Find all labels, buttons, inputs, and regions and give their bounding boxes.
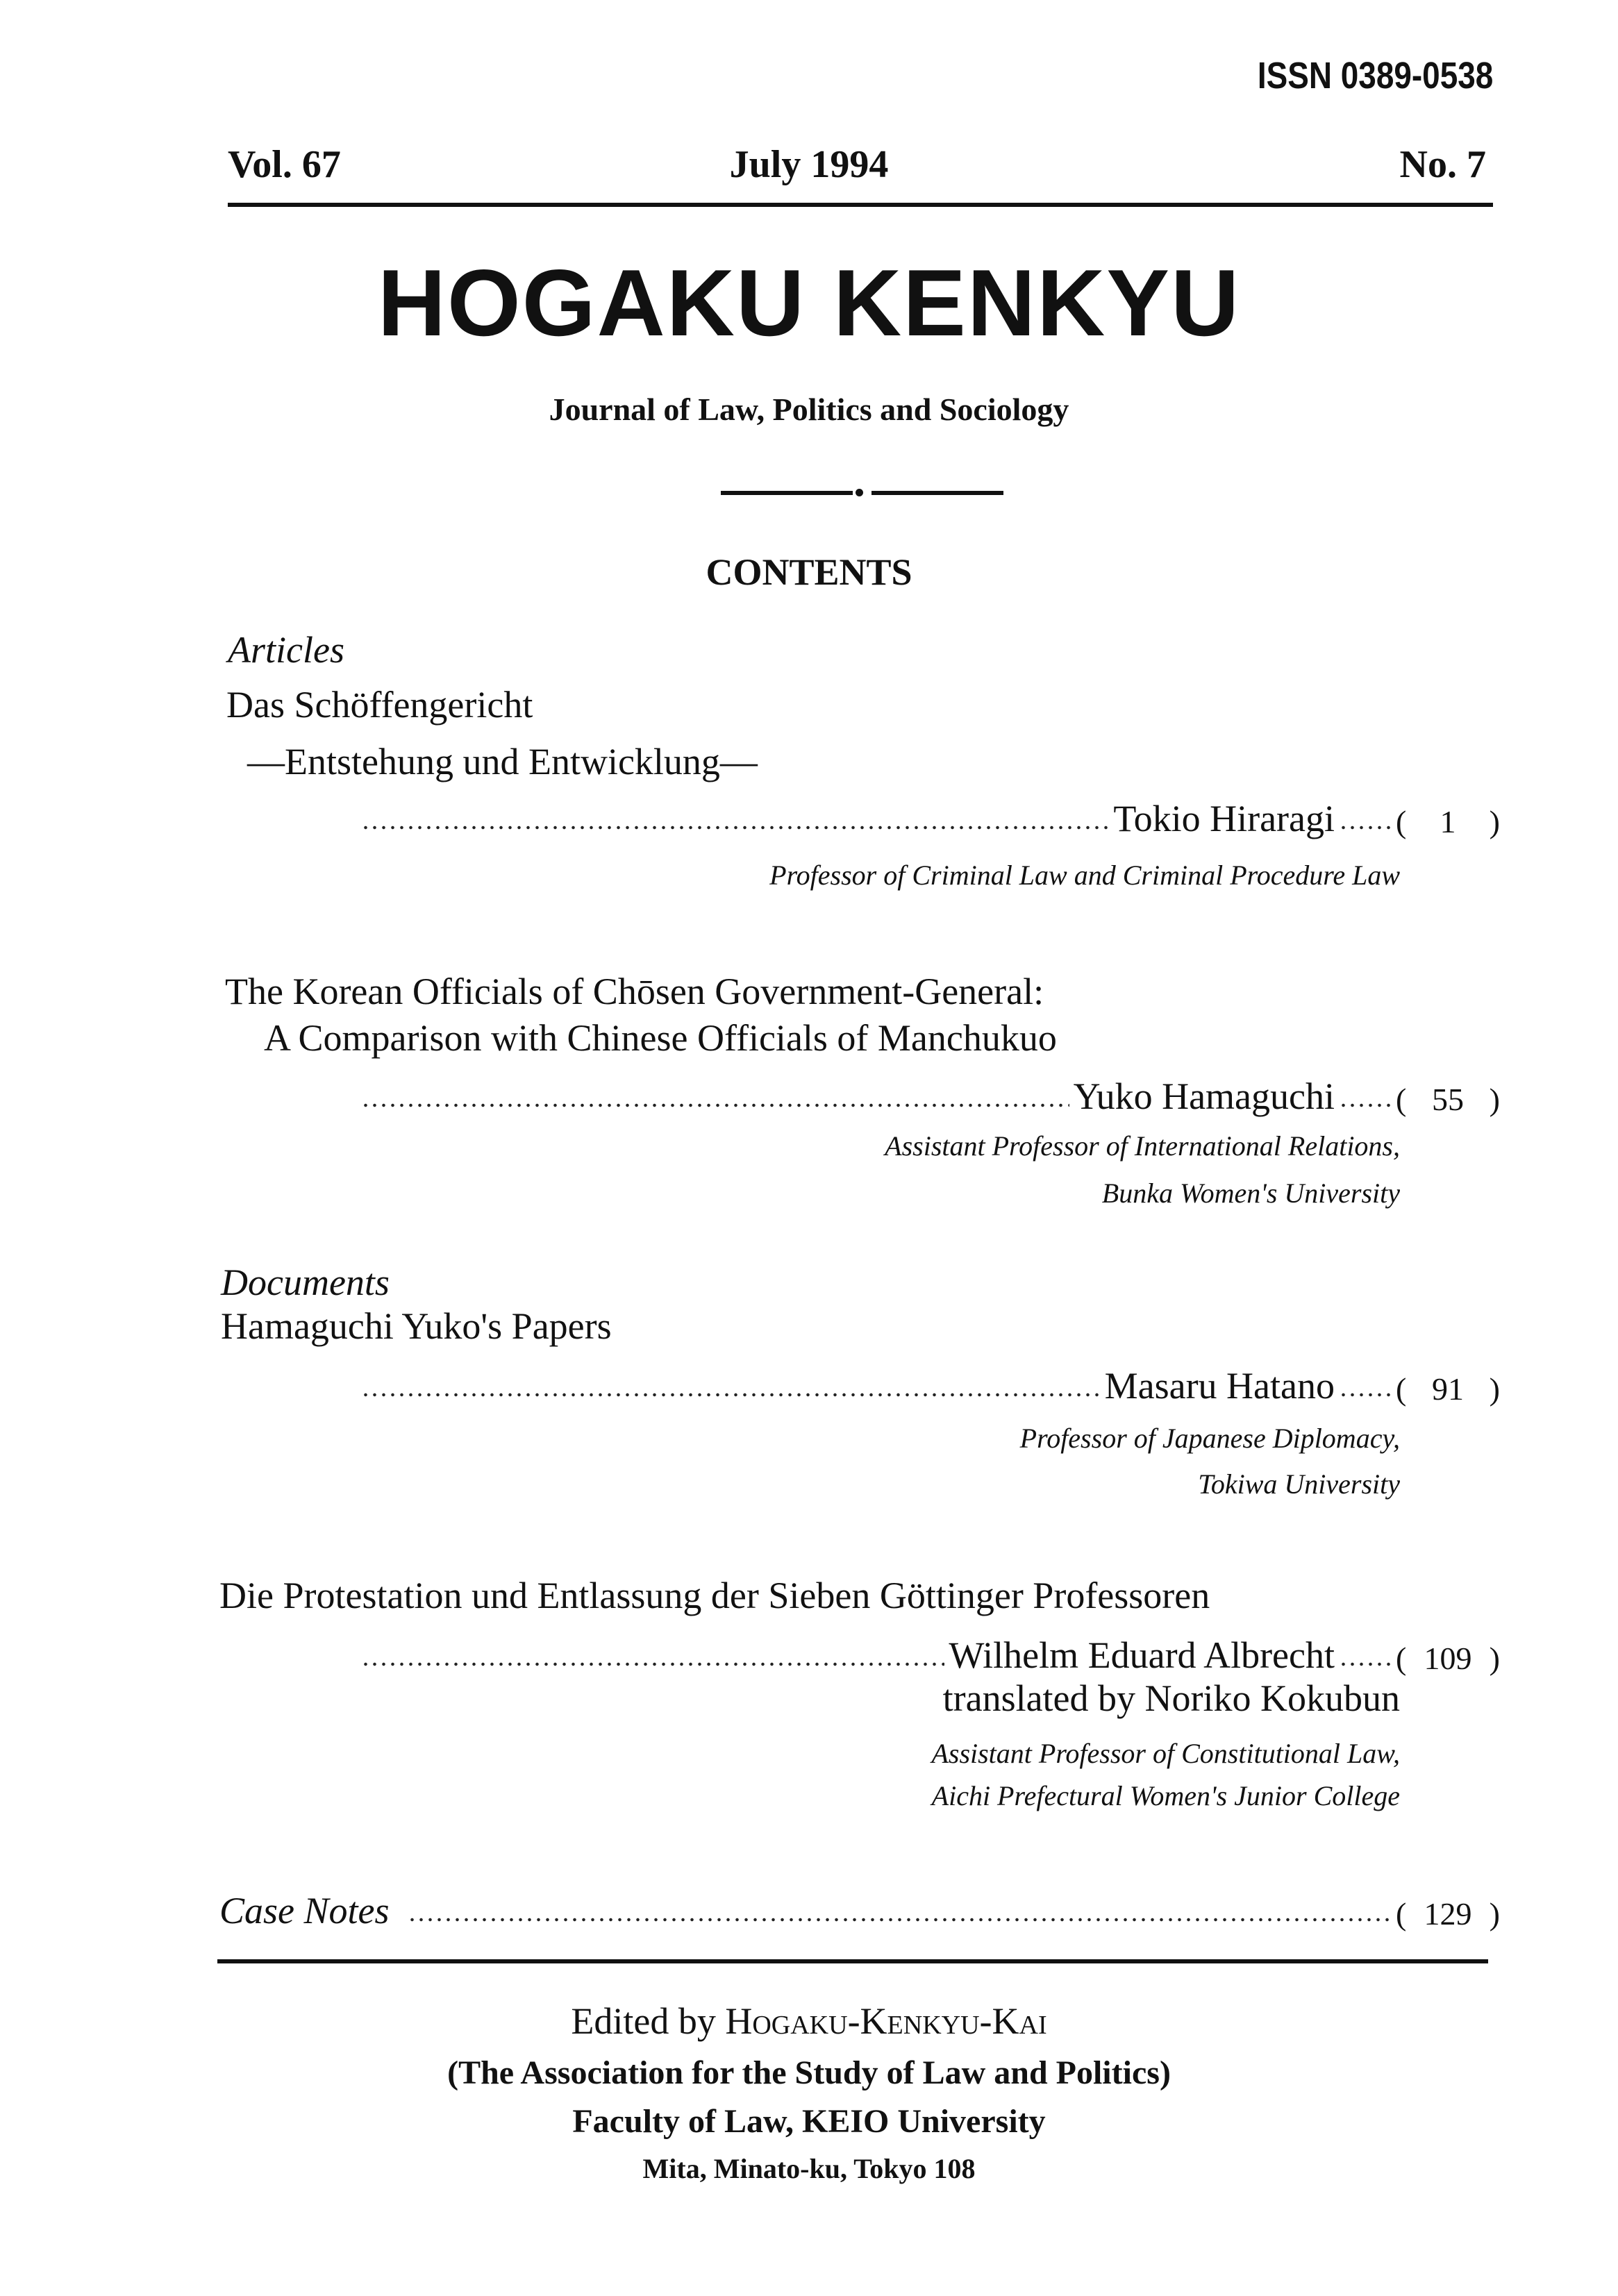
author-affiliation: Bunka Women's University xyxy=(1101,1178,1400,1209)
leader-dots xyxy=(1339,825,1393,830)
leader-dots xyxy=(1339,1661,1393,1667)
leader-dots xyxy=(361,1103,1069,1108)
ornament-right-rule xyxy=(871,491,1003,495)
entry-subtitle: A Comparison with Chinese Officials of Manchukuo xyxy=(264,1017,1057,1059)
page-number: ( 1 ) xyxy=(1396,804,1500,839)
ornament-dot xyxy=(856,489,863,496)
author-affiliation: Tokiwa University xyxy=(1198,1468,1400,1500)
editor-line: Edited by Hogaku-Kenkyu-Kai xyxy=(571,2000,1047,2042)
toc-entry-2[interactable] xyxy=(361,1069,1500,1118)
leader-dots xyxy=(361,1392,1101,1398)
footer-rule xyxy=(217,1959,1488,1963)
author-affiliation: Professor of Criminal Law and Criminal Procedure Law xyxy=(769,860,1400,891)
page-number: ( 109 ) xyxy=(1396,1641,1500,1676)
toc-entry-4[interactable] xyxy=(361,1628,1500,1677)
translator: translated by Noriko Kokubun xyxy=(942,1677,1400,1719)
faculty-name: Faculty of Law, KEIO University xyxy=(572,2103,1046,2140)
leader-dots xyxy=(1339,1103,1393,1108)
leader-dots xyxy=(408,1917,1392,1922)
page-number: ( 55 ) xyxy=(1396,1082,1500,1117)
toc-entry-3[interactable] xyxy=(361,1359,1500,1407)
journal-title: HOGAKU KENKYU xyxy=(377,250,1241,355)
entry-author: Yuko Hamaguchi xyxy=(1073,1075,1335,1117)
case-notes-label: Case Notes xyxy=(219,1890,390,1932)
page-number: ( 129 ) xyxy=(1396,1896,1500,1932)
entry-title: Das Schöffengericht xyxy=(226,684,533,726)
toc-entry-1[interactable] xyxy=(361,791,1500,840)
author-affiliation: Professor of Japanese Diplomacy, xyxy=(1019,1423,1400,1454)
issue-date: July 1994 xyxy=(729,143,889,186)
contents-heading: CONTENTS xyxy=(706,551,912,593)
leader-dots xyxy=(361,825,1109,830)
publisher-name: Hogaku-Kenkyu-Kai xyxy=(725,2000,1047,2042)
section-articles: Articles xyxy=(228,629,344,671)
entry-title: Die Protestation und Entlassung der Sieben Göttinger Professoren xyxy=(219,1575,1210,1616)
volume: Vol. 67 xyxy=(228,143,341,186)
address: Mita, Minato-ku, Tokyo 108 xyxy=(642,2153,976,2184)
entry-author: Masaru Hatano xyxy=(1104,1365,1335,1407)
journal-subtitle: Journal of Law, Politics and Sociology xyxy=(549,392,1069,427)
author-affiliation: Aichi Prefectural Women's Junior College xyxy=(931,1780,1400,1811)
author-affiliation: Assistant Professor of International Relations, xyxy=(885,1130,1400,1162)
page-number: ( 91 ) xyxy=(1396,1371,1500,1407)
ornament-left-rule xyxy=(721,491,853,495)
issn: ISSN 0389-0538 xyxy=(1257,55,1493,97)
entry-author: Wilhelm Eduard Albrecht xyxy=(949,1634,1335,1676)
entry-author: Tokio Hiraragi xyxy=(1113,798,1335,839)
entry-subtitle: —Entstehung und Entwicklung— xyxy=(247,741,758,782)
association-name: (The Association for the Study of Law and Politics) xyxy=(447,2054,1171,2091)
entry-title: Hamaguchi Yuko's Papers xyxy=(221,1305,612,1347)
toc-case-notes[interactable] xyxy=(219,1884,1500,1932)
header-rule xyxy=(228,203,1493,207)
issue-number: No. 7 xyxy=(1399,143,1486,186)
entry-title: The Korean Officials of Chōsen Government-General: xyxy=(225,971,1044,1012)
author-affiliation: Assistant Professor of Constitutional Law, xyxy=(931,1738,1400,1769)
leader-dots xyxy=(1339,1392,1393,1398)
leader-dots xyxy=(361,1661,944,1667)
section-documents: Documents xyxy=(221,1262,390,1303)
